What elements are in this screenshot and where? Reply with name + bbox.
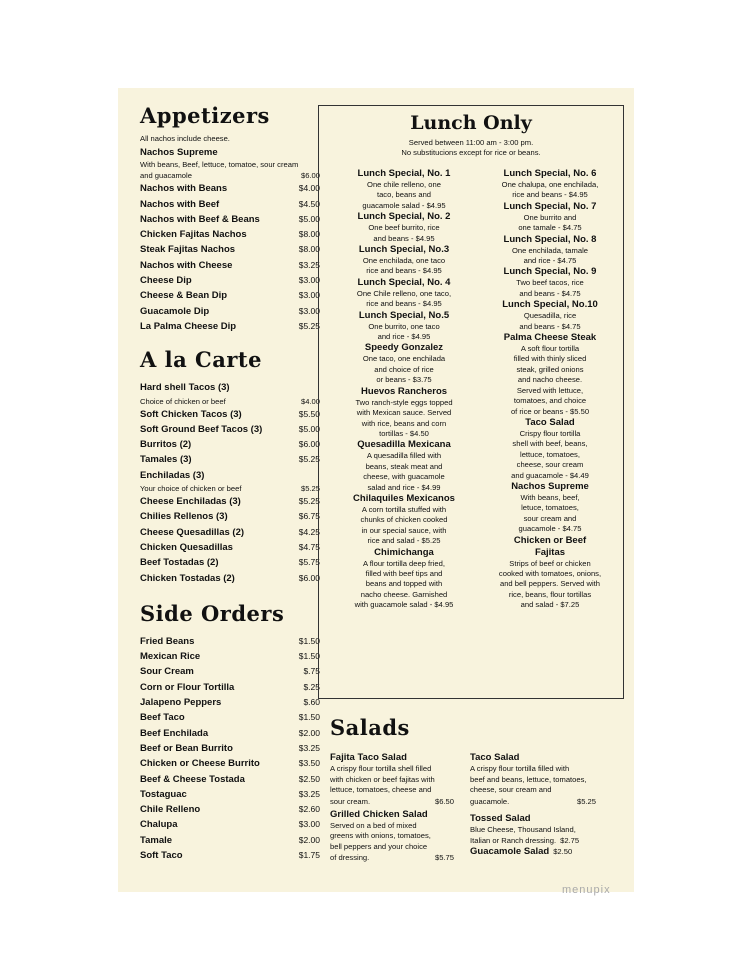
special-desc: tortillas - $4.50	[379, 428, 429, 438]
special-desc: sour cream and	[523, 513, 577, 523]
item-name: Tamales (3)	[140, 454, 192, 466]
salad-price: $6.50	[434, 796, 454, 806]
special-desc: rice and beans - $4.95	[512, 190, 588, 200]
special-desc: guacamole salad - $4.95	[362, 200, 446, 210]
special-desc: of rice or beans - $5.50	[510, 406, 590, 416]
item-name: Guacamole Dip	[140, 305, 210, 317]
menu-item	[140, 680, 320, 695]
item-name: Beef Enchilada	[140, 727, 209, 739]
salad-desc: greens with onions, tomatoes,	[330, 831, 431, 840]
special-name: Fajitas	[534, 546, 566, 558]
special-name: Chimichanga	[374, 546, 434, 558]
menu-item	[140, 802, 320, 817]
menu-item: Enchiladas (3)	[140, 469, 205, 481]
item-name: Tamale	[140, 834, 173, 846]
item-price: $3.00	[298, 305, 320, 316]
special-name: Palma Cheese Steak	[503, 332, 597, 344]
item-desc: With beans, Beef, lettuce, tomatoe, sour cream	[140, 159, 299, 169]
item-price: $4.25	[298, 526, 320, 537]
item-name: Beef Tostadas (2)	[140, 557, 219, 569]
lunch-column-2	[477, 168, 623, 611]
special-name: Lunch Special, No. 7	[503, 200, 597, 212]
menu-item	[140, 319, 320, 334]
item-price: $2.00	[298, 834, 320, 845]
special-name: Speedy Gonzalez	[364, 342, 444, 354]
item-price: $2.00	[298, 727, 320, 738]
special-desc: One enchilada, one taco	[362, 256, 446, 266]
item-price: $6.00	[298, 572, 320, 583]
alacarte-list	[140, 407, 320, 468]
item-name: Chile Relleno	[140, 804, 201, 816]
salads-column-1	[330, 752, 454, 863]
special-desc: One beef burrito, rice	[368, 223, 440, 233]
special-desc: Two ranch-style eggs topped	[355, 397, 453, 407]
item-price: $3.25	[298, 742, 320, 753]
item-name: Soft Ground Beef Tacos (3)	[140, 423, 263, 435]
menu-item	[140, 649, 320, 664]
salad-desc: bell peppers and your choice	[330, 841, 428, 851]
item-price: $6.75	[298, 511, 320, 522]
item-price: $.60	[303, 697, 320, 708]
special-desc: cooked with tomatoes, onions,	[498, 568, 602, 578]
menu-item	[140, 741, 320, 756]
item-name: Soft Taco	[140, 849, 183, 861]
menu-item	[140, 833, 320, 848]
item-name: Chicken Fajitas Nachos	[140, 229, 247, 241]
special-name: Taco Salad	[525, 416, 575, 428]
special-desc: A soft flour tortilla	[520, 344, 580, 354]
salads-column-2	[470, 752, 604, 858]
item-price: $.25	[303, 681, 320, 692]
menu-item	[140, 227, 320, 242]
special-desc: Two beef tacos, rice	[516, 278, 584, 288]
item-name: Cheese Quesadillas (2)	[140, 526, 245, 538]
item-name: Nachos with Cheese	[140, 259, 233, 271]
salad-desc: cheese, sour cream and	[470, 785, 552, 794]
lunch-note: No substitucions except for rice or beans.	[401, 148, 541, 157]
item-price: $5.00	[298, 423, 320, 434]
lunch-column-1	[331, 168, 477, 611]
special-name: Lunch Special, No. 1	[357, 168, 451, 179]
menu-item	[140, 212, 320, 227]
salad-name: Fajita Taco Salad	[330, 752, 407, 763]
menu-item	[140, 494, 320, 509]
item-name: Steak Fajitas Nachos	[140, 244, 236, 256]
menu-item: Hard shell Tacos (3)	[140, 382, 230, 394]
menu-item	[140, 555, 320, 570]
item-price: $5.75	[298, 557, 320, 568]
menu-item	[140, 787, 320, 802]
menu-item	[140, 437, 320, 452]
special-desc: A quesadilla filled with	[366, 451, 442, 461]
item-name: Fried Beans	[140, 635, 195, 647]
item-price: $2.50	[298, 773, 320, 784]
menu-item	[140, 509, 320, 524]
special-desc: steak, grilled onions	[516, 364, 584, 374]
menu-item	[140, 848, 320, 863]
item-price: $2.60	[298, 804, 320, 815]
special-name: Lunch Special, No.3	[358, 244, 450, 256]
menu-item	[140, 304, 320, 319]
lunch-served: Served between 11:00 am - 3:00 pm.	[408, 138, 534, 147]
special-desc: or beans - $3.75	[376, 375, 432, 385]
menu-item	[140, 634, 320, 649]
special-name: Chilaquiles Mexicanos	[353, 492, 455, 504]
appetizers-list	[140, 181, 320, 334]
menu-page	[118, 88, 634, 892]
item-price: $3.00	[298, 275, 320, 286]
special-name: Nachos Supreme	[511, 480, 589, 492]
menu-item	[140, 772, 320, 787]
item-name: Nachos with Beef & Beans	[140, 213, 260, 225]
special-desc: rice and beans - $4.95	[366, 299, 442, 309]
special-desc: with Mexican sauce. Served	[356, 408, 452, 418]
special-desc: guacamole - $4.75	[518, 524, 582, 534]
special-desc: with rice, beans and corn	[361, 418, 447, 428]
item-price: $6.00	[298, 439, 320, 450]
special-desc: One burrito, one taco	[368, 321, 440, 331]
menu-item	[140, 726, 320, 741]
salad-desc: Blue Cheese, Thousand Island,	[470, 824, 576, 834]
special-desc: one tamale - $4.75	[518, 223, 582, 233]
item-name: Nachos with Beef	[140, 198, 220, 210]
item-name: Nachos with Beans	[140, 183, 228, 195]
menu-item	[140, 756, 320, 771]
special-desc: A flour tortilla deep fried,	[363, 558, 445, 568]
item-price: $1.50	[298, 635, 320, 646]
special-desc: in our special sauce, with	[361, 525, 447, 535]
special-desc: and rice - $4.95	[377, 332, 431, 342]
item-price: $3.50	[298, 758, 320, 769]
special-desc: with guacamole salad - $4.95	[354, 600, 454, 610]
menu-item	[140, 242, 320, 257]
appetizers-note: All nachos include cheese.	[140, 134, 230, 143]
special-desc: One burrito and	[523, 212, 577, 222]
special-desc: rice and salad - $5.25	[367, 536, 441, 546]
item-price: $5.00	[298, 213, 320, 224]
special-desc: nacho cheese. Garnished	[360, 589, 448, 599]
item-name: Chicken Quesadillas	[140, 541, 233, 553]
special-desc: and guacamole - $4.49	[511, 470, 589, 480]
salad-price-row	[330, 852, 454, 863]
item-price: $5.50	[298, 408, 320, 419]
menu-item	[140, 452, 320, 467]
special-desc: beans, steak meat and	[365, 461, 443, 471]
salad-price-row: Italian or Ranch dressing. $2.75	[470, 836, 580, 845]
salad-last: sour cream.	[330, 796, 371, 806]
special-desc: One taco, one enchilada	[362, 354, 446, 364]
item-price: $5.25	[298, 496, 320, 507]
menu-item	[140, 571, 320, 586]
menu-item	[140, 664, 320, 679]
menu-item	[140, 407, 320, 422]
appetizers-title: Appetizers	[140, 103, 270, 128]
special-name: Chicken or Beef	[513, 534, 587, 546]
special-desc: filled with thinly sliced	[513, 354, 587, 364]
special-name: Lunch Special, No. 4	[357, 276, 451, 288]
alacarte-title: A la Carte	[140, 347, 262, 373]
item-name: La Palma Cheese Dip	[140, 320, 237, 332]
item-desc: Your choice of chicken or beef $5.25	[140, 484, 320, 494]
item-name: Tostaguac	[140, 788, 187, 800]
salad-desc: beef and beans, lettuce, tomatoes,	[470, 774, 587, 784]
special-desc: and choice of rice	[374, 364, 434, 374]
item-price: $8.00	[298, 229, 320, 240]
special-desc: A corn tortilla stuffed with	[361, 504, 447, 514]
special-name: Lunch Special, No.10	[502, 299, 598, 311]
special-name: Lunch Special, No. 6	[503, 168, 597, 179]
salad-name: Grilled Chicken Salad	[330, 808, 428, 820]
item-price: $8.00	[298, 244, 320, 255]
special-desc: cheese, with guacamole	[363, 472, 445, 482]
special-desc: chunks of chicken cooked	[360, 515, 448, 525]
special-desc: With beans, beef,	[520, 492, 580, 502]
salad-price: $5.75	[434, 853, 454, 862]
menu-item	[140, 422, 320, 437]
item-name: Chicken or Cheese Burrito	[140, 758, 260, 770]
item-price: $1.75	[298, 849, 320, 860]
special-desc: taco, beans and	[376, 190, 432, 200]
item-name: Cheese Dip	[140, 275, 192, 287]
special-desc: letuce, tomatoes,	[521, 503, 579, 513]
special-desc: beans and topped with	[365, 579, 443, 589]
item-name: Burritos (2)	[140, 439, 192, 451]
item-name: Beef Taco	[140, 712, 185, 724]
special-desc: filled with beef tips and	[365, 568, 443, 578]
menu-item	[140, 817, 320, 832]
item-price: $3.00	[298, 290, 320, 301]
item-price: $3.00	[298, 819, 320, 830]
special-desc: One chile relleno, one	[367, 180, 441, 189]
menu-item	[140, 525, 320, 540]
special-name: Quesadilla Mexicana	[357, 439, 451, 451]
salad-price-row: guacamole. $5.25	[470, 796, 596, 806]
special-name: Huevos Rancheros	[360, 385, 448, 397]
item-price: $.75	[303, 666, 320, 677]
special-desc: and beans - $4.75	[519, 321, 581, 331]
item-name: Chicken Tostadas (2)	[140, 572, 235, 584]
salad-price-row	[330, 796, 454, 807]
left-column	[140, 104, 320, 863]
special-desc: Quesadilla, rice	[523, 311, 577, 321]
special-desc: and bell peppers. Served with	[499, 579, 601, 589]
item-price: $3.25	[298, 788, 320, 799]
special-desc: Strips of beef or chicken	[509, 558, 591, 568]
item-name: Cheese & Bean Dip	[140, 290, 228, 302]
special-desc: lettuce, tomatoes,	[520, 449, 580, 459]
salad-name: Tossed Salad	[470, 812, 531, 824]
salad-desc: A crispy flour tortilla filled with	[470, 764, 570, 773]
item-price: $5.25	[298, 454, 320, 465]
menu-item	[140, 197, 320, 212]
item-price: $4.00	[298, 183, 320, 194]
item-name: Corn or Flour Tortilla	[140, 681, 235, 693]
menu-item	[140, 273, 320, 288]
salad-desc: lettuce, tomatoes, cheese and	[330, 785, 432, 794]
special-desc: and rice - $4.75	[523, 256, 577, 266]
item-name: Beef or Bean Burrito	[140, 742, 233, 754]
special-name: Lunch Special, No. 9	[503, 266, 597, 278]
special-desc: and salad - $7.25	[520, 600, 580, 610]
special-desc: and nacho cheese.	[517, 375, 583, 385]
special-name: Lunch Special, No.5	[358, 309, 450, 321]
item-desc: Choice of chicken or beef $4.00	[140, 396, 320, 406]
menu-item: Nachos Supreme	[140, 146, 218, 158]
item-name: Soft Chicken Tacos (3)	[140, 408, 242, 420]
menu-item	[140, 710, 320, 725]
item-price: $1.50	[298, 712, 320, 723]
special-desc: rice, beans, flour tortillas	[508, 589, 592, 599]
salads-section	[330, 712, 620, 862]
item-name: Jalapeno Peppers	[140, 697, 222, 709]
menu-item	[140, 258, 320, 273]
special-desc: and beans - $4.75	[519, 288, 581, 298]
salads-title: Salads	[330, 715, 410, 740]
menu-item	[140, 695, 320, 710]
item-name: Beef & Cheese Tostada	[140, 773, 245, 785]
salad-price-row: Guacamole Salad $2.50	[470, 846, 573, 857]
lunch-box	[318, 105, 624, 699]
item-price: $3.25	[298, 259, 320, 270]
special-desc: tomatoes, and choice	[513, 396, 587, 406]
item-price: $5.25	[298, 320, 320, 331]
special-desc: One Chile relleno, one taco,	[356, 288, 452, 298]
item-name: Mexican Rice	[140, 651, 201, 663]
item-name: Chilies Rellenos (3)	[140, 511, 228, 523]
sides-title: Side Orders	[140, 600, 285, 626]
item-price: $4.75	[298, 541, 320, 552]
special-desc: Crispy flour tortilla	[519, 428, 581, 438]
lunch-title: Lunch Only	[410, 112, 532, 134]
salad-desc: Served on a bed of mixed	[330, 820, 417, 830]
item-name: Sour Cream	[140, 666, 194, 678]
salad-desc: A crispy flour tortilla shell filled	[330, 764, 432, 773]
item-price: $4.50	[298, 198, 320, 209]
menu-item	[140, 288, 320, 303]
salad-last: of dressing.	[330, 853, 370, 862]
salad-desc: with chicken or beef fajitas with	[330, 774, 435, 784]
menu-item	[140, 181, 320, 196]
special-desc: Served with lettuce,	[516, 385, 584, 395]
special-name: Lunch Special, No. 2	[357, 211, 451, 223]
special-desc: salad and rice - $4.99	[367, 482, 441, 492]
alacarte-list	[140, 494, 320, 586]
watermark: menupix	[562, 884, 611, 896]
item-price: $1.50	[298, 651, 320, 662]
special-desc: shell with beef, beans,	[512, 439, 588, 449]
special-desc: cheese, sour cream	[516, 460, 584, 470]
item-name: Chalupa	[140, 819, 178, 831]
special-desc: One enchilada, tamale	[512, 245, 588, 255]
sides-list	[140, 634, 320, 863]
item-desc: and guacamole $6.00	[140, 171, 320, 181]
menu-item	[140, 540, 320, 555]
special-desc: rice and beans - $4.95	[366, 266, 442, 276]
special-name: Lunch Special, No. 8	[503, 233, 597, 245]
special-desc: and beans - $4.95	[373, 233, 435, 243]
salad-name: Taco Salad	[470, 752, 520, 763]
special-desc: One chalupa, one enchilada,	[501, 180, 599, 189]
item-name: Cheese Enchiladas (3)	[140, 496, 241, 508]
